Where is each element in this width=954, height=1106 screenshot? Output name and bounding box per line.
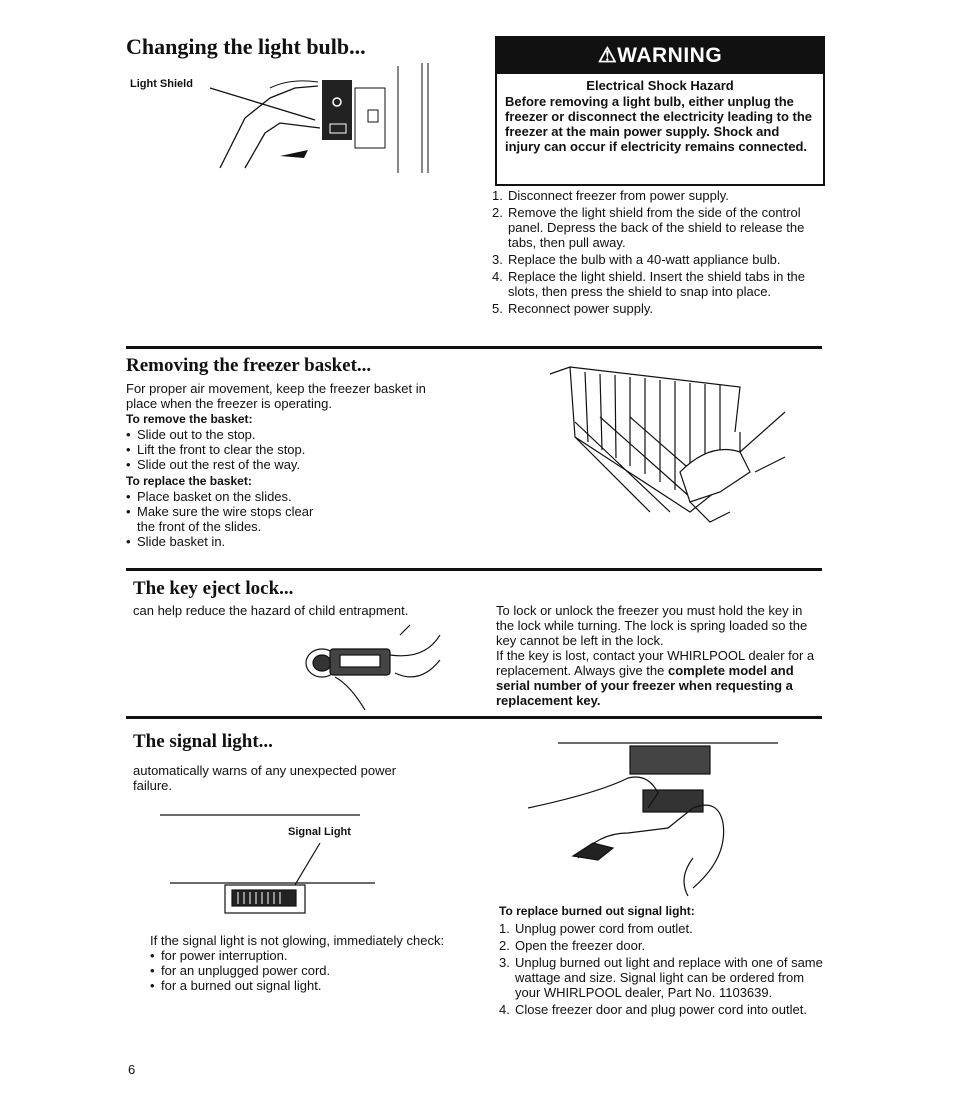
step-item bbox=[492, 205, 824, 250]
warning-subtitle: Electrical Shock Hazard bbox=[586, 78, 734, 93]
step-number: 5. bbox=[492, 301, 503, 316]
step-number: 1. bbox=[499, 921, 510, 936]
step-number: 1. bbox=[492, 188, 503, 203]
step-text: Replace the light shield. Insert the shield tabs in the slots, then press the shield to snap into place. bbox=[508, 269, 806, 299]
basket-replace-heading: To replace the basket: bbox=[126, 474, 252, 488]
bulb-section-title: Changing the light bulb... bbox=[126, 34, 366, 59]
step-number: 2. bbox=[492, 205, 503, 220]
warning-title: WARNING bbox=[617, 44, 723, 67]
light-shield-label: Light Shield bbox=[130, 78, 193, 90]
warning-box bbox=[495, 36, 825, 186]
step-number: 4. bbox=[499, 1002, 510, 1017]
signal-intro: automatically warns of any unexpected power failure. bbox=[133, 763, 397, 793]
step-text: Reconnect power supply. bbox=[508, 301, 654, 316]
replace-signal-light-illustration bbox=[518, 738, 780, 900]
warning-text: Before removing a light bulb, either unplug the freezer or disconnect the electricity leading to the freezer at the main power supply. Shock and injury can occur if electricity remains connected. bbox=[505, 94, 813, 154]
step-text: Open the freezer door. bbox=[515, 938, 646, 953]
basket-section-title: Removing the freezer basket... bbox=[126, 355, 372, 376]
signal-light-diagram bbox=[160, 805, 380, 917]
bullet-item: • for a burned out signal light. bbox=[150, 978, 480, 993]
step-item bbox=[492, 252, 824, 267]
bullet-item: • Slide out the rest of the way. bbox=[126, 457, 456, 472]
lock-section-title: The key eject lock... bbox=[133, 578, 294, 599]
step-number: 3. bbox=[492, 252, 503, 267]
lock-text-1: To lock or unlock the freezer you must hold the key in the lock while turning. The lock is spring loaded so the key cannot be left in the lock. bbox=[496, 603, 808, 648]
step-number: 4. bbox=[492, 269, 503, 284]
basket-intro: For proper air movement, keep the freezer basket in place when the freezer is operating. bbox=[126, 381, 426, 411]
signal-light-label: Signal Light bbox=[288, 826, 351, 838]
warning-triangle-icon: ⚠ bbox=[597, 44, 618, 67]
signal-replace-heading: To replace burned out signal light: bbox=[499, 904, 695, 918]
step-item bbox=[499, 1002, 831, 1017]
freezer-basket-illustration bbox=[540, 362, 790, 544]
signal-check-list bbox=[150, 948, 480, 993]
lock-text-2: If the key is lost, contact your WHIRLPOOL dealer for a replacement. Always give the bbox=[496, 648, 815, 678]
light-shield-illustration bbox=[200, 58, 445, 178]
step-number: 3. bbox=[499, 955, 510, 970]
step-item bbox=[492, 269, 824, 299]
step-item bbox=[499, 921, 831, 936]
bullet-item: • Lift the front to clear the stop. bbox=[126, 442, 456, 457]
bullet-item: • Make sure the wire stops clear the front of the slides. bbox=[126, 504, 326, 534]
bullet-item: • Place basket on the slides. bbox=[126, 489, 326, 504]
basket-remove-heading: To remove the basket: bbox=[126, 412, 253, 426]
step-number: 2. bbox=[499, 938, 510, 953]
lock-text-2-bold: complete model and serial number of your freezer when requesting a replacement key. bbox=[496, 663, 794, 708]
bullet-item: • Slide basket in. bbox=[126, 534, 326, 549]
lock-intro: can help reduce the hazard of child entrapment. bbox=[133, 603, 409, 618]
step-text: Disconnect freezer from power supply. bbox=[508, 188, 729, 203]
section-divider bbox=[126, 716, 822, 719]
bullet-item: • for power interruption. bbox=[150, 948, 480, 963]
bulb-steps-list bbox=[492, 188, 824, 318]
step-item bbox=[492, 188, 824, 203]
basket-replace-list bbox=[126, 489, 326, 549]
key-lock-illustration bbox=[300, 615, 450, 710]
step-item bbox=[492, 301, 824, 316]
bullet-item: • for an unplugged power cord. bbox=[150, 963, 480, 978]
step-item bbox=[499, 938, 831, 953]
signal-check-intro: If the signal light is not glowing, immediately check: bbox=[150, 933, 445, 948]
warning-header bbox=[497, 38, 823, 74]
section-divider bbox=[126, 568, 822, 571]
page-number: 6 bbox=[128, 1062, 136, 1077]
step-text: Close freezer door and plug power cord into outlet. bbox=[515, 1002, 807, 1017]
step-text: Remove the light shield from the side of the control panel. Depress the back of the shield to release the tabs, then pull away. bbox=[508, 205, 805, 250]
step-text: Replace the bulb with a 40-watt appliance bulb. bbox=[508, 252, 781, 267]
step-text: Unplug power cord from outlet. bbox=[515, 921, 693, 936]
basket-remove-list bbox=[126, 427, 456, 472]
signal-steps-list bbox=[499, 921, 831, 1017]
bullet-item: • Slide out to the stop. bbox=[126, 427, 456, 442]
step-text: Unplug burned out light and replace with one of same wattage and size. Signal light can be ordered from your WHIRLPOOL dealer, Part No. 1103639. bbox=[515, 955, 823, 1000]
section-divider bbox=[126, 346, 822, 349]
step-item bbox=[499, 955, 831, 1000]
signal-section-title: The signal light... bbox=[133, 731, 273, 752]
